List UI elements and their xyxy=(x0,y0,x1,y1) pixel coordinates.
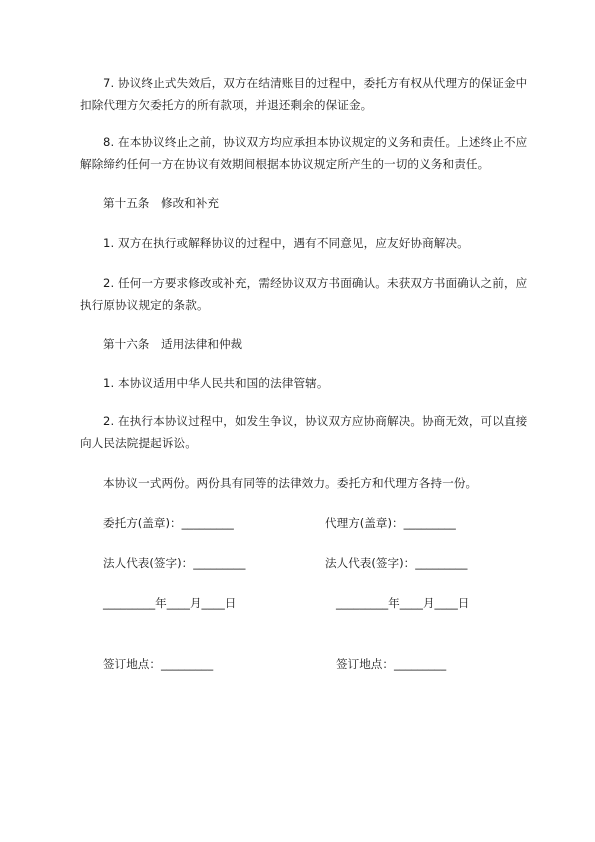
agent-representative-line: 法人代表(签字)：_________ xyxy=(325,556,468,570)
article-15-item-1: 1. 双方在执行或解释协议的过程中，遇有不同意见，应友好协商解决。 xyxy=(103,236,469,250)
article-16-heading: 第十六条 适用法律和仲裁 xyxy=(103,337,243,351)
principal-place-line: 签订地点：_________ xyxy=(103,657,214,671)
article-16-item-2: 2. 在执行本协议过程中，如发生争议，协议双方应协商解决。协商无效，可以直接向人民法院提起诉讼。 xyxy=(80,414,528,450)
agent-place-line: 签订地点：_________ xyxy=(336,657,447,671)
article-16-item-1: 1. 本协议适用中华人民共和国的法律管辖。 xyxy=(103,376,329,390)
principal-representative-line: 法人代表(签字)：_________ xyxy=(103,556,246,570)
article-15-item-2: 2. 任何一方要求修改或补充，需经协议双方书面确认。未获双方书面确认之前，应执行原协议规定的条款。 xyxy=(80,276,528,312)
article-15-heading: 第十五条 修改和补充 xyxy=(103,196,219,210)
agent-seal-line: 代理方(盖章)：_________ xyxy=(325,516,456,530)
principal-seal-line: 委托方(盖章)：_________ xyxy=(103,516,234,530)
principal-date-line: _________年____月____日 xyxy=(103,596,237,610)
agent-date-line: _________年____月____日 xyxy=(336,596,470,610)
closing-statement: 本协议一式两份。两份具有同等的法律效力。委托方和代理方各持一份。 xyxy=(103,476,478,490)
clause-14-item-7: 7. 协议终止式失效后，双方在结清账目的过程中，委托方有权从代理方的保证金中扣除代理方欠委托方的所有款项，并退还剩余的保证金。 xyxy=(80,76,528,112)
clause-14-item-8: 8. 在本协议终止之前，协议双方均应承担本协议规定的义务和责任。上述终止不应解除缔约任何一方在协议有效期间根据本协议规定所产生的一切的义务和责任。 xyxy=(80,135,528,171)
